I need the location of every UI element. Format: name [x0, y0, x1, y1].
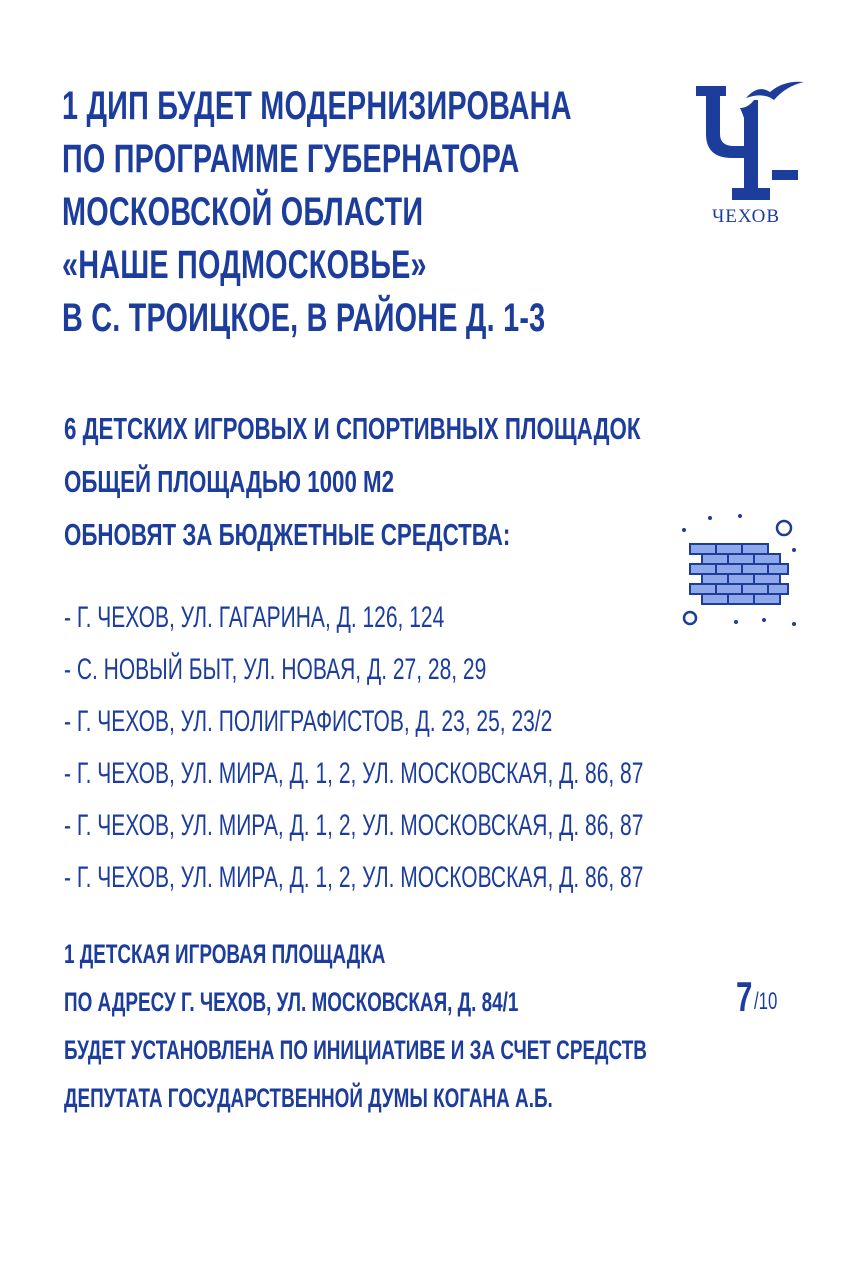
list-item: - Г. ЧЕХОВ, УЛ. МИРА, Д. 1, 2, УЛ. МОСКОВСКАЯ, Д. 86, 87	[64, 809, 644, 842]
title-line: МОСКОВСКОЙ ОБЛАСТИ	[62, 190, 424, 234]
title-line: 1 ДИП БУДЕТ МОДЕРНИЗИРОВАНА	[62, 84, 572, 128]
note-line: ПО АДРЕСУ Г. ЧЕХОВ, УЛ. МОСКОВСКАЯ, Д. 84/1	[64, 987, 519, 1017]
chekhov-logo	[688, 78, 812, 228]
page-current: 7	[736, 973, 753, 1020]
logo-label: ЧЕХОВ	[711, 206, 781, 227]
note-line: ДЕПУТАТА ГОСУДАРСТВЕННОЙ ДУМЫ КОГАНА А.Б.	[64, 1083, 553, 1113]
list-item: - Г. ЧЕХОВ, УЛ. МИРА, Д. 1, 2, УЛ. МОСКОВСКАЯ, Д. 86, 87	[64, 861, 644, 894]
page-total: /10	[754, 988, 778, 1015]
section-line: 6 ДЕТСКИХ ИГРОВЫХ И СПОРТИВНЫХ ПЛОЩАДОК	[64, 411, 641, 446]
title-line: ПО ПРОГРАММЕ ГУБЕРНАТОРА	[62, 137, 520, 181]
title-line: «НАШЕ ПОДМОСКОВЬЕ»	[62, 243, 427, 287]
note-line: БУДЕТ УСТАНОВЛЕНА ПО ИНИЦИАТИВЕ И ЗА СЧЕТ СРЕДСТВ	[64, 1035, 647, 1065]
chekhov-logo-icon	[688, 78, 812, 203]
page-number	[736, 972, 816, 1032]
list-item: - Г. ЧЕХОВ, УЛ. ПОЛИГРАФИСТОВ, Д. 23, 25, 23/2	[64, 705, 553, 738]
note-line: 1 ДЕТСКАЯ ИГРОВАЯ ПЛОЩАДКА	[64, 939, 386, 969]
section-line: ОБЩЕЙ ПЛОЩАДЬЮ 1000 М2	[64, 464, 395, 499]
list-item: - Г. ЧЕХОВ, УЛ. МИРА, Д. 1, 2, УЛ. МОСКОВСКАЯ, Д. 86, 87	[64, 757, 644, 790]
section-line: ОБНОВЯТ ЗА БЮДЖЕТНЫЕ СРЕДСТВА:	[64, 517, 511, 552]
page-title	[62, 80, 770, 345]
address-list	[64, 592, 864, 904]
list-item: - Г. ЧЕХОВ, УЛ. ГАГАРИНА, Д. 126, 124	[64, 601, 445, 634]
list-item: - С. НОВЫЙ БЫТ, УЛ. НОВАЯ, Д. 27, 28, 29	[64, 653, 487, 686]
title-line: В С. ТРОИЦКОЕ, В РАЙОНЕ Д. 1-3	[62, 296, 546, 340]
